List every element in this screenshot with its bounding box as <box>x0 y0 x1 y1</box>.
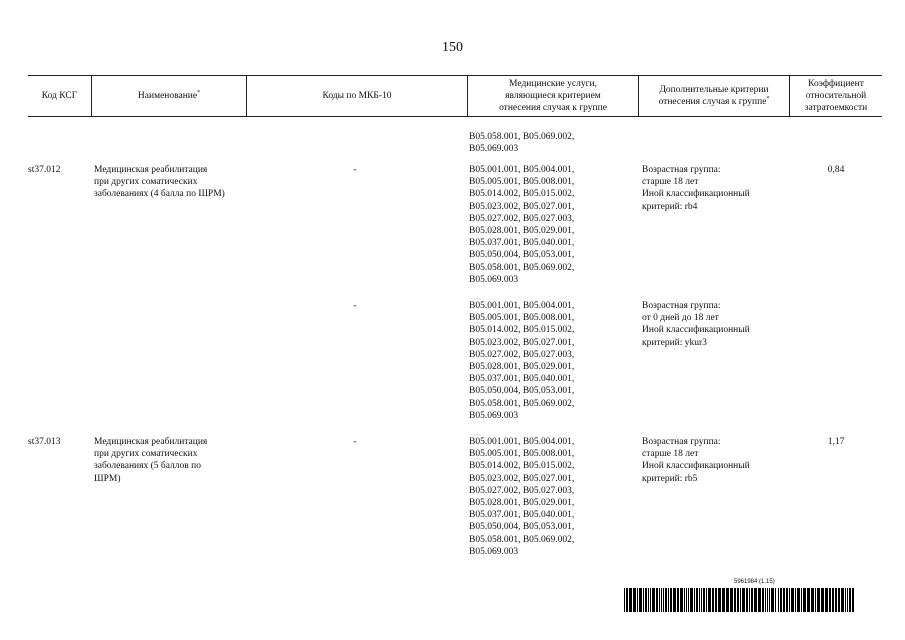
row-services: B05.001.001, B05.004.001, B05.005.001, B05.008.001, B05.014.002, B05.015.002, B05.023.002, B05.027.001, B05.027.002, B05.027.003, B05.028.001, B05.029.001, B05.037.001, B05.040.001, B05.050.004, B05.053.001, B05.058.001, B05.069.002, B05.069.003 <box>469 437 575 557</box>
column-header-coefficient: Коэффициент относительной затратоемкости <box>804 79 868 113</box>
continuation-services: B05.058.001, B05.069.002, B05.069.003 <box>469 132 575 155</box>
row-code: st37.013 <box>28 437 61 447</box>
barcode-image <box>624 588 856 612</box>
row-coefficient: 1,17 <box>827 437 845 447</box>
page-number: 150 <box>442 40 463 55</box>
column-header-criteria: Дополнительные критерии отнесения случая к группе* <box>658 85 770 107</box>
row-mkb: - <box>353 437 357 447</box>
column-header-name: Наименование* <box>137 89 201 101</box>
row-mkb: - <box>353 301 357 311</box>
barcode-caption: 5961984 (1.15) <box>734 579 775 585</box>
row-mkb: - <box>353 165 357 175</box>
row-criteria: Возрастная группа: от 0 дней до 18 лет Иной классификационный критерий: ykur3 <box>642 301 750 348</box>
row-criteria: Возрастная группа: старше 18 лет Иной классификационный критерий: rb4 <box>642 165 750 212</box>
row-services: B05.001.001, B05.004.001, B05.005.001, B05.008.001, B05.014.002, B05.015.002, B05.023.002, B05.027.001, B05.027.002, B05.027.003, B05.028.001, B05.029.001, B05.037.001, B05.040.001, B05.050.004, B05.053.001, B05.058.001, B05.069.002, B05.069.003 <box>469 165 575 285</box>
column-header-services: Медицинские услуги, являющиеся критерием отнесения случая к группе <box>499 79 607 113</box>
column-header-code: Код КСГ <box>41 91 78 101</box>
column-header-mkb: Коды по МКБ-10 <box>322 91 392 101</box>
row-criteria: Возрастная группа: старше 18 лет Иной классификационный критерий: rb5 <box>642 437 750 484</box>
row-name: Медицинская реабилитация при других соматических заболеваниях (5 баллов по ШРМ) <box>94 437 208 484</box>
header-bottom-rule <box>28 116 882 117</box>
row-code: st37.012 <box>28 165 61 175</box>
row-coefficient: 0,84 <box>827 165 845 175</box>
row-name: Медицинская реабилитация при других соматических заболеваниях (4 балла по ШРМ) <box>94 165 225 200</box>
row-services: B05.001.001, B05.004.001, B05.005.001, B05.008.001, B05.014.002, B05.015.002, B05.023.002, B05.027.001, B05.027.002, B05.027.003, B05.028.001, B05.029.001, B05.037.001, B05.040.001, B05.050.004, B05.053.001, B05.058.001, B05.069.002, B05.069.003 <box>469 301 575 421</box>
